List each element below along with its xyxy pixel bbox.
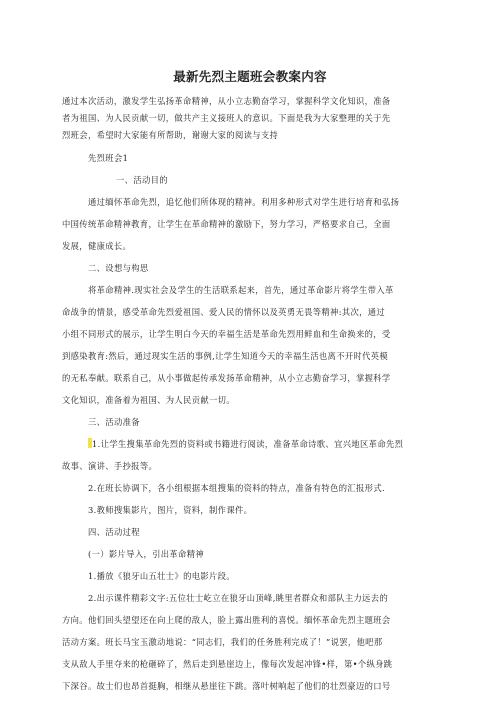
list-item: 2.在班长协调下，各小组根据本组搜集的资料的特点，准备有特色的汇报形式.: [88, 483, 385, 493]
paragraph-line: 文化知识，准备着为祖国、为人民贡献一切。: [62, 395, 235, 405]
paragraph-line: 活动方案。班长马宝玉激动地说：“同志们，我们的任务胜利完成了！”说罢，他吧那: [62, 637, 383, 647]
paragraph-line: 小组不同形式的展示，让学生明白今天的幸福生活是革命先烈用鲜血和生命换来的，受: [62, 329, 391, 339]
subsection-heading: (一）影片导入，引出革命精神: [88, 549, 204, 559]
section-heading: 四、活动过程: [88, 527, 140, 537]
paragraph-line: 下深谷。故士们也昂首挺胸，相继从悬崖往下跳。落叶树响起了他们的壮烈豪迈的口号: [62, 681, 391, 691]
section-label: 先烈班会1: [88, 153, 129, 163]
page-title: 最新先烈主题班会教案内容: [173, 69, 327, 84]
paragraph-line: 方向。他们回头望望还在向上爬的敌人，脸上露出胜利的喜悦。缅怀革命先烈主题班会: [62, 615, 391, 625]
paragraph-line: 者为祖国、为人民贡献一切，做共产主义接班人的意识。下面是我为大家整理的关于先: [62, 113, 391, 123]
paragraph-line: 中国传统革命精神教育，让学生在革命精神的激励下，努力学习，严格要求自己，全面: [62, 219, 391, 229]
paragraph-line: 通过本次活动，激发学生弘扬革命精神，从小立志勤奋学习，掌握科学文化知识，准备: [62, 96, 391, 106]
section-heading: 一、活动目的: [116, 175, 168, 185]
paragraph-line: 烈班会，希望时大家能有所帮助，谢谢大家的阅读与支持: [62, 130, 279, 140]
list-item: 1.播放《狼牙山五壮士》的电影片段。: [88, 571, 235, 581]
paragraph-line: 故事、演讲、手抄报等。: [62, 461, 158, 471]
paragraph-line: 通过缅怀革命先烈，追忆他们所体现的精神。利用多种形式对学生进行培育和弘扬: [88, 197, 400, 207]
paragraph-line: 的无私奉献。联系自己，从小事做起传承发扬革命精神，从小立志勤奋学习，掌握科学: [62, 373, 391, 383]
paragraph-line: 到感染教育:然后，通过现实生活的事例,让学生知道今天的幸福生活也离不开时代英模: [62, 351, 389, 361]
list-item: 3.教师搜集影片，图片，资料，制作课件。: [88, 505, 253, 515]
paragraph-line: 支从敌人手里夺来的枪砸碎了，然后走到悬崖边上，像每次发起冲锋•样，第•个纵身跳: [62, 659, 393, 669]
section-heading: 二、设想与构思: [88, 263, 149, 273]
paragraph-line: 发展，健康成长。: [62, 241, 132, 251]
paragraph-line: 命战争的情景，感受革命先烈爱祖国、爱人民的情怀以及英勇无畏等精神:其次，通过: [62, 307, 386, 317]
section-heading: 三、活动准备: [88, 417, 140, 427]
list-item: 1.让学生搜集革命先烈的资料或书籍进行阅读，准备革命诗歌、宜兴地区革命先烈: [88, 438, 448, 450]
list-item: 2.出示课件精彩文字:五位壮士屹立在狼牙山顶峰,眺里者群众和部队主力远去的: [88, 593, 389, 603]
paragraph-line: 将革命精神.现实社会及学生的生活联系起来，首先，通过革命影片将学生带入革: [88, 285, 394, 295]
